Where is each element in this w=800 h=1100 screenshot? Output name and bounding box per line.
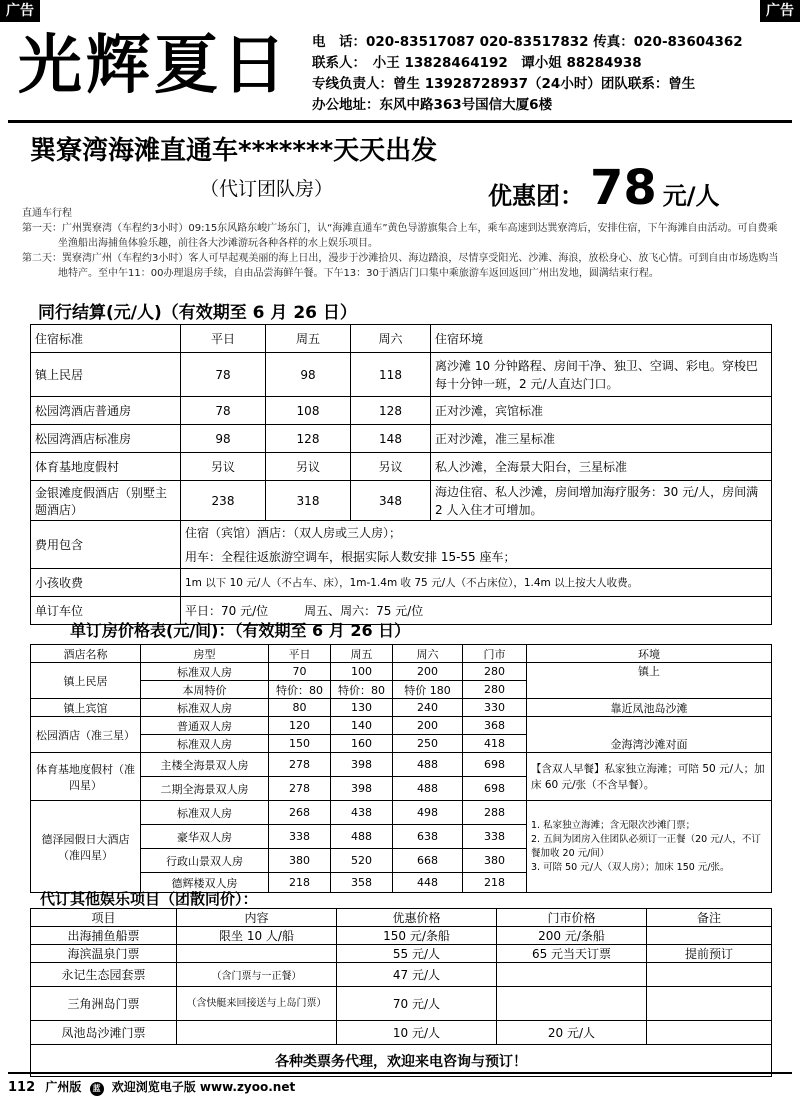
promo-label: 优惠团： xyxy=(488,182,584,210)
header-cell: 周五 xyxy=(266,325,351,353)
cell-type: 标准双人房 xyxy=(141,663,269,681)
site-link[interactable]: 欢迎浏览电子版 www.zyoo.net xyxy=(111,1080,296,1094)
header-cell: 住宿环境 xyxy=(431,325,772,353)
table-header-row xyxy=(31,909,772,927)
cell-weekday: 70 xyxy=(269,663,331,681)
cell-fri: 98 xyxy=(266,353,351,397)
header-cell: 优惠价格 xyxy=(337,909,497,927)
hotel-name: 德泽园假日大酒店（准四星） xyxy=(31,801,141,893)
itinerary-day2: 第二天：巽寮湾广州（车程约3小时）客人可早起观美丽的海上日出，漫步于沙滩拾贝、海边踏浪，尽情享受阳光、沙滩、海浪，放松身心、放飞心情。可到自由市场选购当地特产。至中午11：00办理退房手续，自由品尝海鲜午餐。下午13：30于酒店门口集中乘旅游车返回返回广州出发地，圆满结束行程。 xyxy=(22,253,779,279)
cell-retail: 380 xyxy=(463,849,527,873)
env-zhenshang: 镇上 xyxy=(527,663,772,699)
cell-fri: 488 xyxy=(331,825,393,849)
table-row xyxy=(31,453,772,481)
cell-fri: 318 xyxy=(266,481,351,521)
env-deze xyxy=(527,801,772,893)
table-row xyxy=(31,425,772,453)
cell-fri: 130 xyxy=(331,699,393,717)
env-songyuan: 金海湾沙滩对面 xyxy=(527,717,772,753)
table-header-row xyxy=(31,645,772,663)
cell-weekday: 380 xyxy=(269,849,331,873)
entertainment-footer: 各种类票务代理，欢迎来电咨询与预订！ xyxy=(31,1045,772,1077)
header-divider xyxy=(8,120,792,123)
room-price-table xyxy=(30,644,772,893)
cell-retail: 218 xyxy=(463,873,527,893)
cell-type: 德辉楼双人房 xyxy=(141,873,269,893)
cell-sat: 特价 180 xyxy=(393,681,463,699)
cell-fri: 另议 xyxy=(266,453,351,481)
itinerary xyxy=(22,206,782,281)
cell-weekday: 78 xyxy=(181,397,266,425)
header-cell: 内容 xyxy=(177,909,337,927)
cell-weekday: 268 xyxy=(269,801,331,825)
cell-item: 海滨温泉门票 xyxy=(31,945,177,963)
table-row xyxy=(31,1021,772,1045)
cell-fri: 398 xyxy=(331,777,393,801)
itinerary-day1: 第一天：广州巽寮湾（车程约3小时）09:15东风路东峻广场东门，认“海滩直通车”黄色导游旗集合上车，乘车高速到达巽寮湾后，安排住宿，下午海滩自由活动。可自费乘坐渔船出海捕鱼体验乐趣，前往各大沙滩游玩各种各样的水上娱乐项目。 xyxy=(22,223,778,249)
subline: （代订团队房） xyxy=(200,178,334,200)
header-cell: 平日 xyxy=(181,325,266,353)
cell-sat: 348 xyxy=(351,481,431,521)
cell-env: 正对沙滩，宾馆标准 xyxy=(431,397,772,425)
cell-retail: 698 xyxy=(463,753,527,777)
cell-weekday: 218 xyxy=(269,873,331,893)
env-deze-note-3: 3. 可陪 50 元/人（双人房）；加床 150 元/张。 xyxy=(531,861,730,873)
contact-address: 办公地址：东风中路363号国信大厦6楼 xyxy=(312,97,553,113)
table-row xyxy=(31,663,772,681)
header-cell: 环境 xyxy=(527,645,772,663)
room-prices-title: 单订房价格表(元/间)：（有效期至 6 月 26 日） xyxy=(70,621,411,640)
entertainment-table xyxy=(30,908,772,1077)
ad-tag-right: 广告 xyxy=(760,0,800,22)
entertainment-title: 代订其他娱乐项目（团散同价）： xyxy=(40,890,258,908)
cell-weekday: 150 xyxy=(269,735,331,753)
itinerary-title: 直通车行程 xyxy=(22,208,72,219)
page-number: 112 xyxy=(8,1080,36,1095)
page-footer xyxy=(8,1078,295,1096)
cell-weekday: 120 xyxy=(269,717,331,735)
seat-label: 单订车位 xyxy=(31,597,181,625)
cell-type: 标准双人房 xyxy=(141,699,269,717)
cell-sat: 448 xyxy=(393,873,463,893)
cell-note xyxy=(647,1021,772,1045)
cell-content: （含门票与一正餐） xyxy=(177,963,337,987)
cell-fri: 128 xyxy=(266,425,351,453)
cell-content xyxy=(177,945,337,963)
cell-item: 三角洲岛门票 xyxy=(31,987,177,1021)
cell-content: 限坐 10 人/船 xyxy=(177,927,337,945)
cell-weekday: 98 xyxy=(181,425,266,453)
cell-type: 普通双人房 xyxy=(141,717,269,735)
cell-discount: 150 元/条船 xyxy=(337,927,497,945)
header-cell: 周六 xyxy=(351,325,431,353)
cell-weekday: 278 xyxy=(269,753,331,777)
env-deze-note-1: 1. 私家独立海滩；含无限次沙滩门票； xyxy=(531,819,696,831)
contact-line-manager: 专线负责人：曾生 13928728937（24小时）团队联系：曾生 xyxy=(312,76,696,92)
table-row xyxy=(31,353,772,397)
header-cell: 项目 xyxy=(31,909,177,927)
cell-retail: 280 xyxy=(463,681,527,699)
header-cell: 门市价格 xyxy=(497,909,647,927)
cell-env: 离沙滩 10 分钟路程、房间干净、独卫、空调、彩电。穿梭巴每十分钟一班，2 元/人直达门口。 xyxy=(431,353,772,397)
cell-retail: 368 xyxy=(463,717,527,735)
settlement-table xyxy=(30,324,772,625)
cell-name: 镇上民居 xyxy=(31,353,181,397)
fee-label: 费用包含 xyxy=(31,521,181,569)
cell-weekday: 78 xyxy=(181,353,266,397)
cell-name: 体育基地度假村 xyxy=(31,453,181,481)
cell-sat: 148 xyxy=(351,425,431,453)
header-cell: 门市 xyxy=(463,645,527,663)
cell-discount: 55 元/人 xyxy=(337,945,497,963)
cell-retail: 280 xyxy=(463,663,527,681)
cell-retail xyxy=(497,987,647,1021)
seat-text: 平日：70 元/位 周五、周六：75 元/位 xyxy=(181,597,772,625)
cell-note xyxy=(647,987,772,1021)
cell-type: 二期全海景双人房 xyxy=(141,777,269,801)
cell-discount: 10 元/人 xyxy=(337,1021,497,1045)
cell-note xyxy=(647,927,772,945)
table-row xyxy=(31,397,772,425)
table-row xyxy=(31,963,772,987)
cell-type: 主楼全海景双人房 xyxy=(141,753,269,777)
header-cell: 住宿标准 xyxy=(31,325,181,353)
cell-item: 永记生态园套票 xyxy=(31,963,177,987)
cell-item: 出海捕鱼船票 xyxy=(31,927,177,945)
cell-retail: 330 xyxy=(463,699,527,717)
header-cell: 酒店名称 xyxy=(31,645,141,663)
cell-weekday: 另议 xyxy=(181,453,266,481)
header-cell: 周六 xyxy=(393,645,463,663)
cell-type: 行政山景双人房 xyxy=(141,849,269,873)
cell-sat: 另议 xyxy=(351,453,431,481)
child-text: 1m 以下 10 元/人（不占车、床），1m-1.4m 收 75 元/人（不占床位），1.4m 以上按大人收费。 xyxy=(181,569,772,597)
cell-env: 海边住宿、私人沙滩，房间增加海疗服务：30 元/人，房间满 2 人入住才可增加。 xyxy=(431,481,772,521)
fee-lodging: 住宿（宾馆）酒店：（双人房或三人房）； xyxy=(181,521,772,545)
header-cell: 房型 xyxy=(141,645,269,663)
cell-weekday: 特价：80 xyxy=(269,681,331,699)
child-label: 小孩收费 xyxy=(31,569,181,597)
cell-type: 本周特价 xyxy=(141,681,269,699)
table-row xyxy=(31,987,772,1021)
hotel-name: 镇上民居 xyxy=(31,663,141,699)
cell-name: 金银滩度假酒店（别墅主题酒店） xyxy=(31,481,181,521)
cell-weekday: 278 xyxy=(269,777,331,801)
cell-retail xyxy=(497,963,647,987)
cell-fri: 108 xyxy=(266,397,351,425)
contact-people: 联系人： 小王 13828464192 谭小姐 88284938 xyxy=(312,55,642,71)
hotel-name: 体育基地度假村（准四星） xyxy=(31,753,141,801)
promo-price-value: 78 xyxy=(590,160,657,216)
edition-label: 广州版 xyxy=(45,1080,82,1094)
cell-env: 私人沙滩，全海景大阳台，三星标准 xyxy=(431,453,772,481)
cell-type: 标准双人房 xyxy=(141,801,269,825)
cell-fri: 358 xyxy=(331,873,393,893)
cell-content xyxy=(177,1021,337,1045)
cell-env: 正对沙滩，准三星标准 xyxy=(431,425,772,453)
cell-note: 提前预订 xyxy=(647,945,772,963)
cell-fri: 520 xyxy=(331,849,393,873)
cell-discount: 70 元/人 xyxy=(337,987,497,1021)
child-row xyxy=(31,569,772,597)
table-row xyxy=(31,699,772,717)
cell-weekday: 80 xyxy=(269,699,331,717)
cell-fri: 100 xyxy=(331,663,393,681)
header-cell: 备注 xyxy=(647,909,772,927)
footer-divider xyxy=(8,1072,792,1074)
cell-sat: 668 xyxy=(393,849,463,873)
header-cell: 平日 xyxy=(269,645,331,663)
table-row xyxy=(31,753,772,777)
table-row xyxy=(31,717,772,735)
env-tiyu: 【含双人早餐】私家独立海滩；可陪 50 元/人；加床 60 元/张（不含早餐）。 xyxy=(527,753,772,801)
cell-item: 凤池岛沙滩门票 xyxy=(31,1021,177,1045)
table-row xyxy=(31,801,772,825)
ad-tag-left: 广告 xyxy=(0,0,40,22)
fee-transport: 用车：全程往返旅游空调车，根据实际人数安排 15-55 座车； xyxy=(181,545,772,569)
cell-fri: 特价：80 xyxy=(331,681,393,699)
table-row xyxy=(31,481,772,521)
cell-sat: 240 xyxy=(393,699,463,717)
cell-retail: 418 xyxy=(463,735,527,753)
cell-name: 松园湾酒店普通房 xyxy=(31,397,181,425)
cell-fri: 398 xyxy=(331,753,393,777)
cell-retail: 200 元/条船 xyxy=(497,927,647,945)
cell-retail: 65 元当天订票 xyxy=(497,945,647,963)
cell-sat: 638 xyxy=(393,825,463,849)
hotel-name: 镇上宾馆 xyxy=(31,699,141,717)
cell-retail: 698 xyxy=(463,777,527,801)
cell-name: 松园湾酒店标准房 xyxy=(31,425,181,453)
env-binguan: 靠近凤池岛沙滩 xyxy=(527,699,772,717)
cell-weekday: 338 xyxy=(269,825,331,849)
cell-sat: 118 xyxy=(351,353,431,397)
cell-sat: 250 xyxy=(393,735,463,753)
cell-note xyxy=(647,963,772,987)
cell-retail: 288 xyxy=(463,801,527,825)
cell-type: 标准双人房 xyxy=(141,735,269,753)
table-header-row xyxy=(31,325,772,353)
cell-type: 豪华双人房 xyxy=(141,825,269,849)
cell-sat: 488 xyxy=(393,777,463,801)
cell-fri: 160 xyxy=(331,735,393,753)
env-deze-note-2: 2. 五间为团房入住团队必须订一正餐（20 元/人，不订餐加收 20 元/间） xyxy=(531,833,761,859)
cell-sat: 488 xyxy=(393,753,463,777)
cell-retail: 338 xyxy=(463,825,527,849)
cell-sat: 128 xyxy=(351,397,431,425)
cell-fri: 438 xyxy=(331,801,393,825)
headline: 巽寮湾海滩直通车*******天天出发 xyxy=(30,136,438,166)
table-row xyxy=(31,945,772,963)
cell-fri: 140 xyxy=(331,717,393,735)
cell-sat: 200 xyxy=(393,717,463,735)
table-row xyxy=(31,927,772,945)
cell-retail: 20 元/人 xyxy=(497,1021,647,1045)
cell-weekday: 238 xyxy=(181,481,266,521)
cell-sat: 498 xyxy=(393,801,463,825)
promo-unit: 元/人 xyxy=(662,182,720,210)
cell-sat: 200 xyxy=(393,663,463,681)
brand-logo: 光辉夏日 xyxy=(18,28,290,103)
settlement-title: 同行结算(元/人)（有效期至 6 月 26 日） xyxy=(38,303,357,323)
cell-discount: 47 元/人 xyxy=(337,963,497,987)
contact-block xyxy=(312,32,743,116)
hotel-name: 松园酒店（准三星） xyxy=(31,717,141,753)
edition-badge: 蓝 xyxy=(90,1082,104,1096)
header-cell: 周五 xyxy=(331,645,393,663)
contact-phone: 电 话：020-83517087 020-83517832 传真：020-83604362 xyxy=(312,34,743,50)
fee-row xyxy=(31,521,772,545)
cell-content: （含快艇来回接送与上岛门票） xyxy=(177,987,337,1021)
